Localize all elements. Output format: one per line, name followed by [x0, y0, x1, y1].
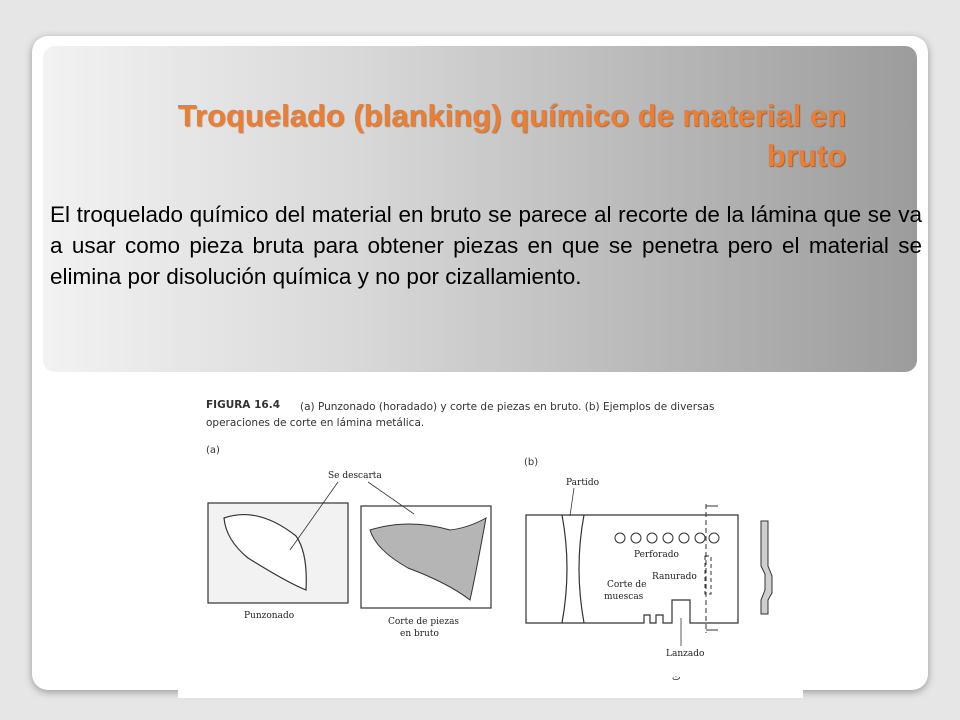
- blanking-label-line2: en bruto: [400, 629, 439, 639]
- figure-caption-line2: operaciones de corte en lámina metálica.: [206, 417, 425, 429]
- panel-a-label: (a): [206, 445, 220, 456]
- blanking-label-line1: Corte de piezas: [388, 617, 460, 627]
- lancing-label: Lanzado: [666, 649, 705, 659]
- punching-label: Punzonado: [244, 611, 295, 621]
- figure-caption-label: FIGURA 16.4: [206, 399, 280, 411]
- parting-label: Partido: [566, 478, 599, 488]
- panel-b-label: (b): [524, 457, 539, 468]
- discard-label: Se descarta: [328, 471, 382, 481]
- perforating-label: Perforado: [634, 550, 679, 560]
- corner-mark: ت: [672, 673, 681, 683]
- figure-caption-line1: (a) Punzonado (horadado) y corte de piezas en bruto. (b) Ejemplos de diversas: [300, 401, 715, 413]
- punching-diagram: [208, 503, 348, 603]
- notching-label-line2: muescas: [604, 592, 644, 602]
- slide-title: Troquelado (blanking) químico de material en bruto: [177, 98, 846, 173]
- parting-arrow: [570, 488, 574, 516]
- notching-label-line1: Corte de: [607, 580, 647, 590]
- blanking-diagram: [361, 506, 491, 608]
- slotting-label: Ranurado: [652, 572, 697, 582]
- strip-operations-diagram: [526, 504, 772, 633]
- slide-body-text: El troquelado químico del material en bruto se parece al recorte de la lámina que se va a usar como pieza bruta para obtener piezas en que se penetra pero el material se elimina por disolución química y no por cizallamiento.: [50, 202, 922, 289]
- figure-image: [178, 378, 803, 698]
